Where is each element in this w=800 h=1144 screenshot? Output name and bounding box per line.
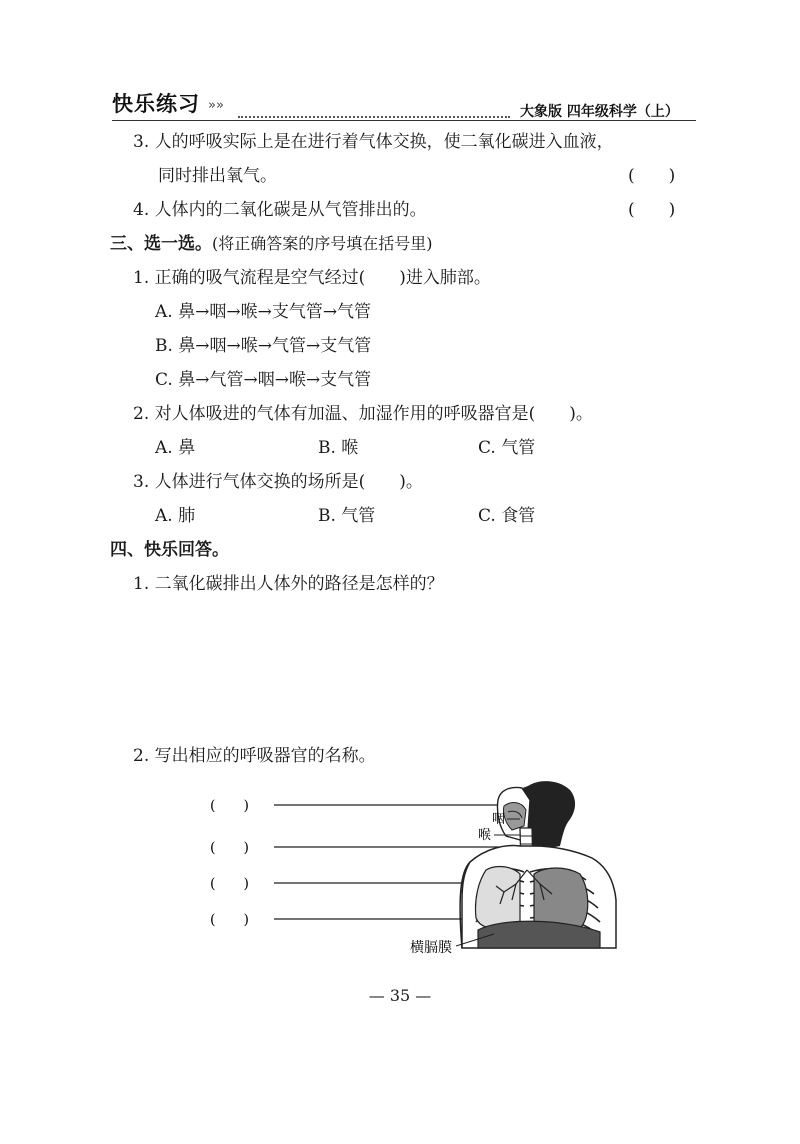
choose-q2: 2. 对人体吸进的气体有加温、加湿作用的呼吸器官是( )。 [133,404,593,424]
label-pharynx: 咽 [492,812,506,827]
answer-q1: 1. 二氧化碳排出人体外的路径是怎样的？ [133,574,444,594]
choose-q3: 3. 人体进行气体交换的场所是( )。 [133,472,423,492]
choose-q2-option-b: B. 喉 [318,438,359,458]
header-publisher: 大象版 四年级科学（上） [520,104,679,120]
left-lung [475,867,520,928]
head-illustration [497,781,575,850]
choose-q3-option-b: B. 气管 [318,506,376,526]
judge-q4: 4. 人体内的二氧化碳是从气管排出的。 [133,200,427,220]
choose-q2-option-c: C. 气管 [478,438,536,458]
page-number: — 35 — [368,986,432,1005]
figure-blank-2[interactable]: ( ) [210,840,249,856]
label-diaphragm: 横膈膜 [410,940,452,956]
choose-q1: 1. 正确的吸气流程是空气经过( )进入肺部。 [133,268,491,288]
header-arrows: »» [208,98,224,113]
choose-q1-option-c: C. 鼻→气管→咽→喉→支气管 [155,370,372,390]
figure-blank-1[interactable]: ( ) [210,798,249,814]
judge-q3-answer-blank[interactable]: ( ) [628,166,676,186]
section-choose-title: 三、选一选。 [110,234,212,254]
judge-q3-line2: 同时排出氧气。 [158,166,277,186]
answer-q2: 2. 写出相应的呼吸器官的名称。 [133,746,376,766]
section-choose-note: (将正确答案的序号填在括号里) [212,234,433,253]
judge-q3-line1: 3. 人的呼吸实际上是在进行着气体交换，使二氧化碳进入血液， [133,132,614,152]
choose-q3-option-a: A. 肺 [155,506,196,526]
label-larynx: 喉 [478,828,492,843]
choose-q3-option-c: C. 食管 [478,506,536,526]
choose-q1-option-a: A. 鼻→咽→喉→支气管→气管 [155,302,372,322]
figure-blank-4[interactable]: ( ) [210,912,249,928]
judge-q4-answer-blank[interactable]: ( ) [628,200,676,220]
figure-blank-3[interactable]: ( ) [210,876,249,892]
choose-q2-option-a: A. 鼻 [155,438,196,458]
section-answer-heading: 四、快乐回答。 [110,540,229,560]
choose-q1-option-b: B. 鼻→咽→喉→气管→支气管 [155,336,372,356]
right-lung [534,868,588,929]
header-title: 快乐练习 [112,92,200,116]
